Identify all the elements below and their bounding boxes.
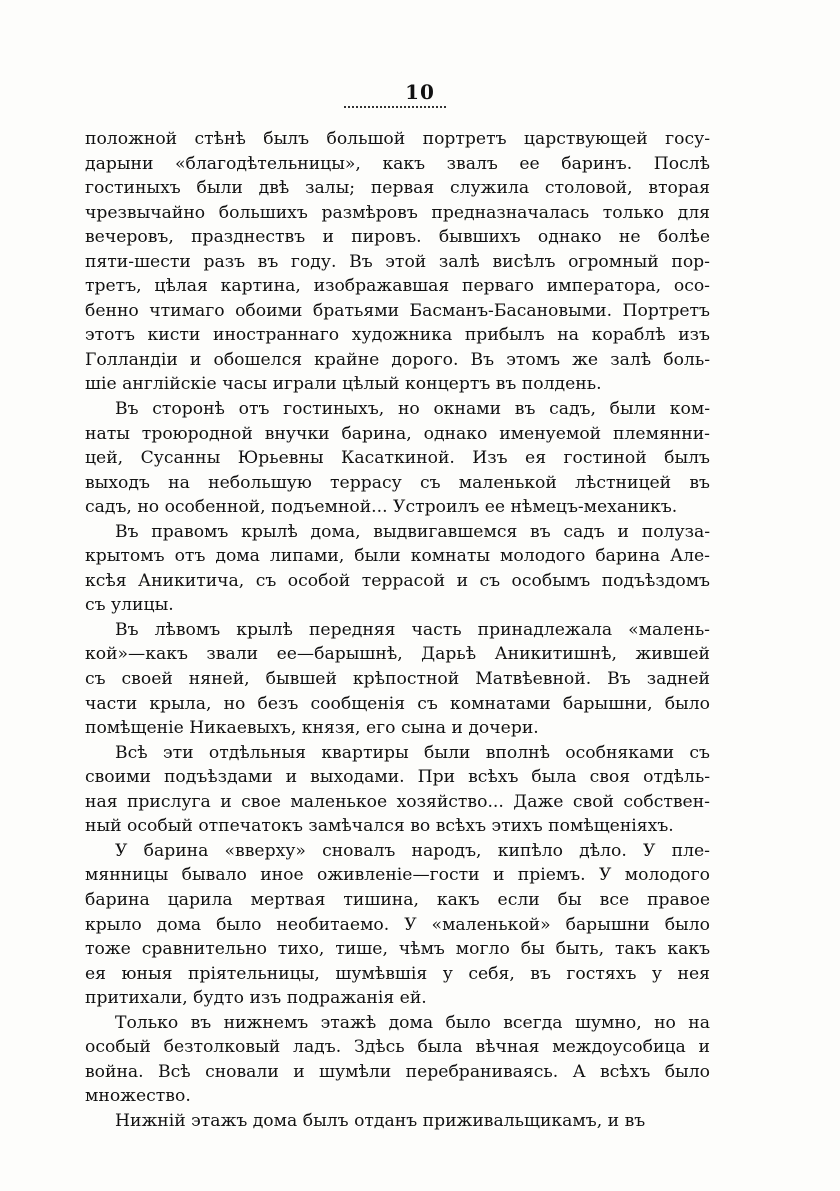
text-line: третъ, цѣлая картина, изображавшая перваго императора, осо- xyxy=(85,276,710,297)
text-line: мянницы бывало иное оживленіе—гости и пріемъ. У молодого xyxy=(85,865,710,886)
paragraph xyxy=(85,127,710,397)
text-line: множество. xyxy=(85,1086,191,1107)
text-line: ная прислуга и свое маленькое хозяйство... Даже свой собствен- xyxy=(85,791,710,812)
text-line: этотъ кисти иностраннаго художника прибылъ на кораблѣ изъ xyxy=(85,325,710,346)
text-line: Голландіи и обошелся крайне дорого. Въ этомъ же залѣ боль- xyxy=(85,349,710,370)
text-line: кой»—какъ звали ее—барышнѣ, Дарьѣ Аникитишнѣ, жившей xyxy=(85,644,710,665)
text-line: барина царила мертвая тишина, какъ если бы все правое xyxy=(85,889,710,910)
paragraph xyxy=(85,839,710,1011)
text-line: вечеровъ, празднествъ и пировъ. бывшихъ однако не болѣе xyxy=(85,227,710,248)
text-line: Всѣ эти отдѣльныя квартиры были вполнѣ особняками съ xyxy=(115,742,710,763)
text-line: чрезвычайно большихъ размѣровъ предназначалась только для xyxy=(85,202,710,223)
text-line: садъ, но особенной, подъемной... Устроилъ ее нѣмецъ-механикъ. xyxy=(85,497,678,518)
text-line: съ улицы. xyxy=(85,595,174,616)
text-line: цей, Сусанны Юрьевны Касаткиной. Изъ ея гостиной былъ xyxy=(85,448,710,469)
text-line: Въ правомъ крылѣ дома, выдвигавшемся въ садъ и полуза- xyxy=(115,521,710,542)
text-line: своими подъѣздами и выходами. При всѣхъ была своя отдѣль- xyxy=(85,767,710,788)
paragraph xyxy=(85,397,710,520)
text-line: Нижній этажъ дома былъ отданъ приживальщикамъ, и въ xyxy=(115,1110,646,1131)
text-line: положной стѣнѣ былъ большой портретъ царствующей госу- xyxy=(85,129,710,149)
text-line: наты троюродной внучки барина, однако именуемой племянни- xyxy=(85,423,710,444)
text-line: притихали, будто изъ подражанія ей. xyxy=(85,988,427,1009)
text-line: У барина «вверху» сновалъ народъ, кипѣло дѣло. У пле- xyxy=(115,840,710,861)
page-number: 10 xyxy=(405,80,435,104)
paragraph xyxy=(85,741,710,839)
text-line: выходъ на небольшую террасу съ маленькой лѣстницей въ xyxy=(85,472,710,493)
text-line: дарыни «благодѣтельницы», какъ звалъ ее баринъ. Послѣ xyxy=(85,153,710,174)
text-line: шіе англійскіе часы играли цѣлый концертъ въ полдень. xyxy=(85,374,602,395)
text-line: тоже сравнительно тихо, тише, чѣмъ могло бы быть, такъ какъ xyxy=(85,939,710,960)
text-line: помѣщеніе Никаевыхъ, князя, его сына и дочери. xyxy=(85,718,539,739)
text-line: крыло дома было необитаемо. У «маленькой» барышни было xyxy=(85,914,710,935)
paragraph xyxy=(85,1011,710,1109)
text-line: гостиныхъ были двѣ залы; первая служила столовой, вторая xyxy=(85,178,710,199)
body-text xyxy=(85,127,710,1133)
text-line: Только въ нижнемъ этажѣ дома было всегда шумно, но на xyxy=(115,1012,710,1033)
text-line: война. Всѣ сновали и шумѣли перебраниваясь. А всѣхъ было xyxy=(85,1061,710,1082)
text-line: бенно чтимаго обоими братьями Басманъ-Басановыми. Портретъ xyxy=(85,300,710,321)
paragraph xyxy=(85,618,710,741)
paragraph xyxy=(85,1109,710,1134)
text-line: пяти-шести разъ въ году. Въ этой залѣ висѣлъ огромный пор- xyxy=(85,251,710,272)
text-line: особый безтолковый ладъ. Здѣсь была вѣчная междоусобица и xyxy=(85,1037,710,1058)
text-line: крытомъ отъ дома липами, были комнаты молодого барина Але- xyxy=(85,546,710,567)
header-rule xyxy=(344,106,446,108)
text-line: ный особый отпечатокъ замѣчался во всѣхъ этихъ помѣщеніяхъ. xyxy=(85,816,674,837)
text-line: ея юныя пріятельницы, шумѣвшія у себя, въ гостяхъ у нея xyxy=(85,963,710,984)
paragraph xyxy=(85,520,710,618)
text-line: Въ лѣвомъ крылѣ передняя часть принадлежала «малень- xyxy=(115,619,710,640)
text-line: ксѣя Аникитича, съ особой террасой и съ особымъ подъѣздомъ xyxy=(85,570,710,591)
text-line: Въ сторонѣ отъ гостиныхъ, но окнами въ садъ, были ком- xyxy=(115,399,710,420)
text-line: съ своей няней, бывшей крѣпостной Матвѣевной. Въ задней xyxy=(85,669,710,690)
text-line: части крыла, но безъ сообщенія съ комнатами барышни, было xyxy=(85,693,710,714)
